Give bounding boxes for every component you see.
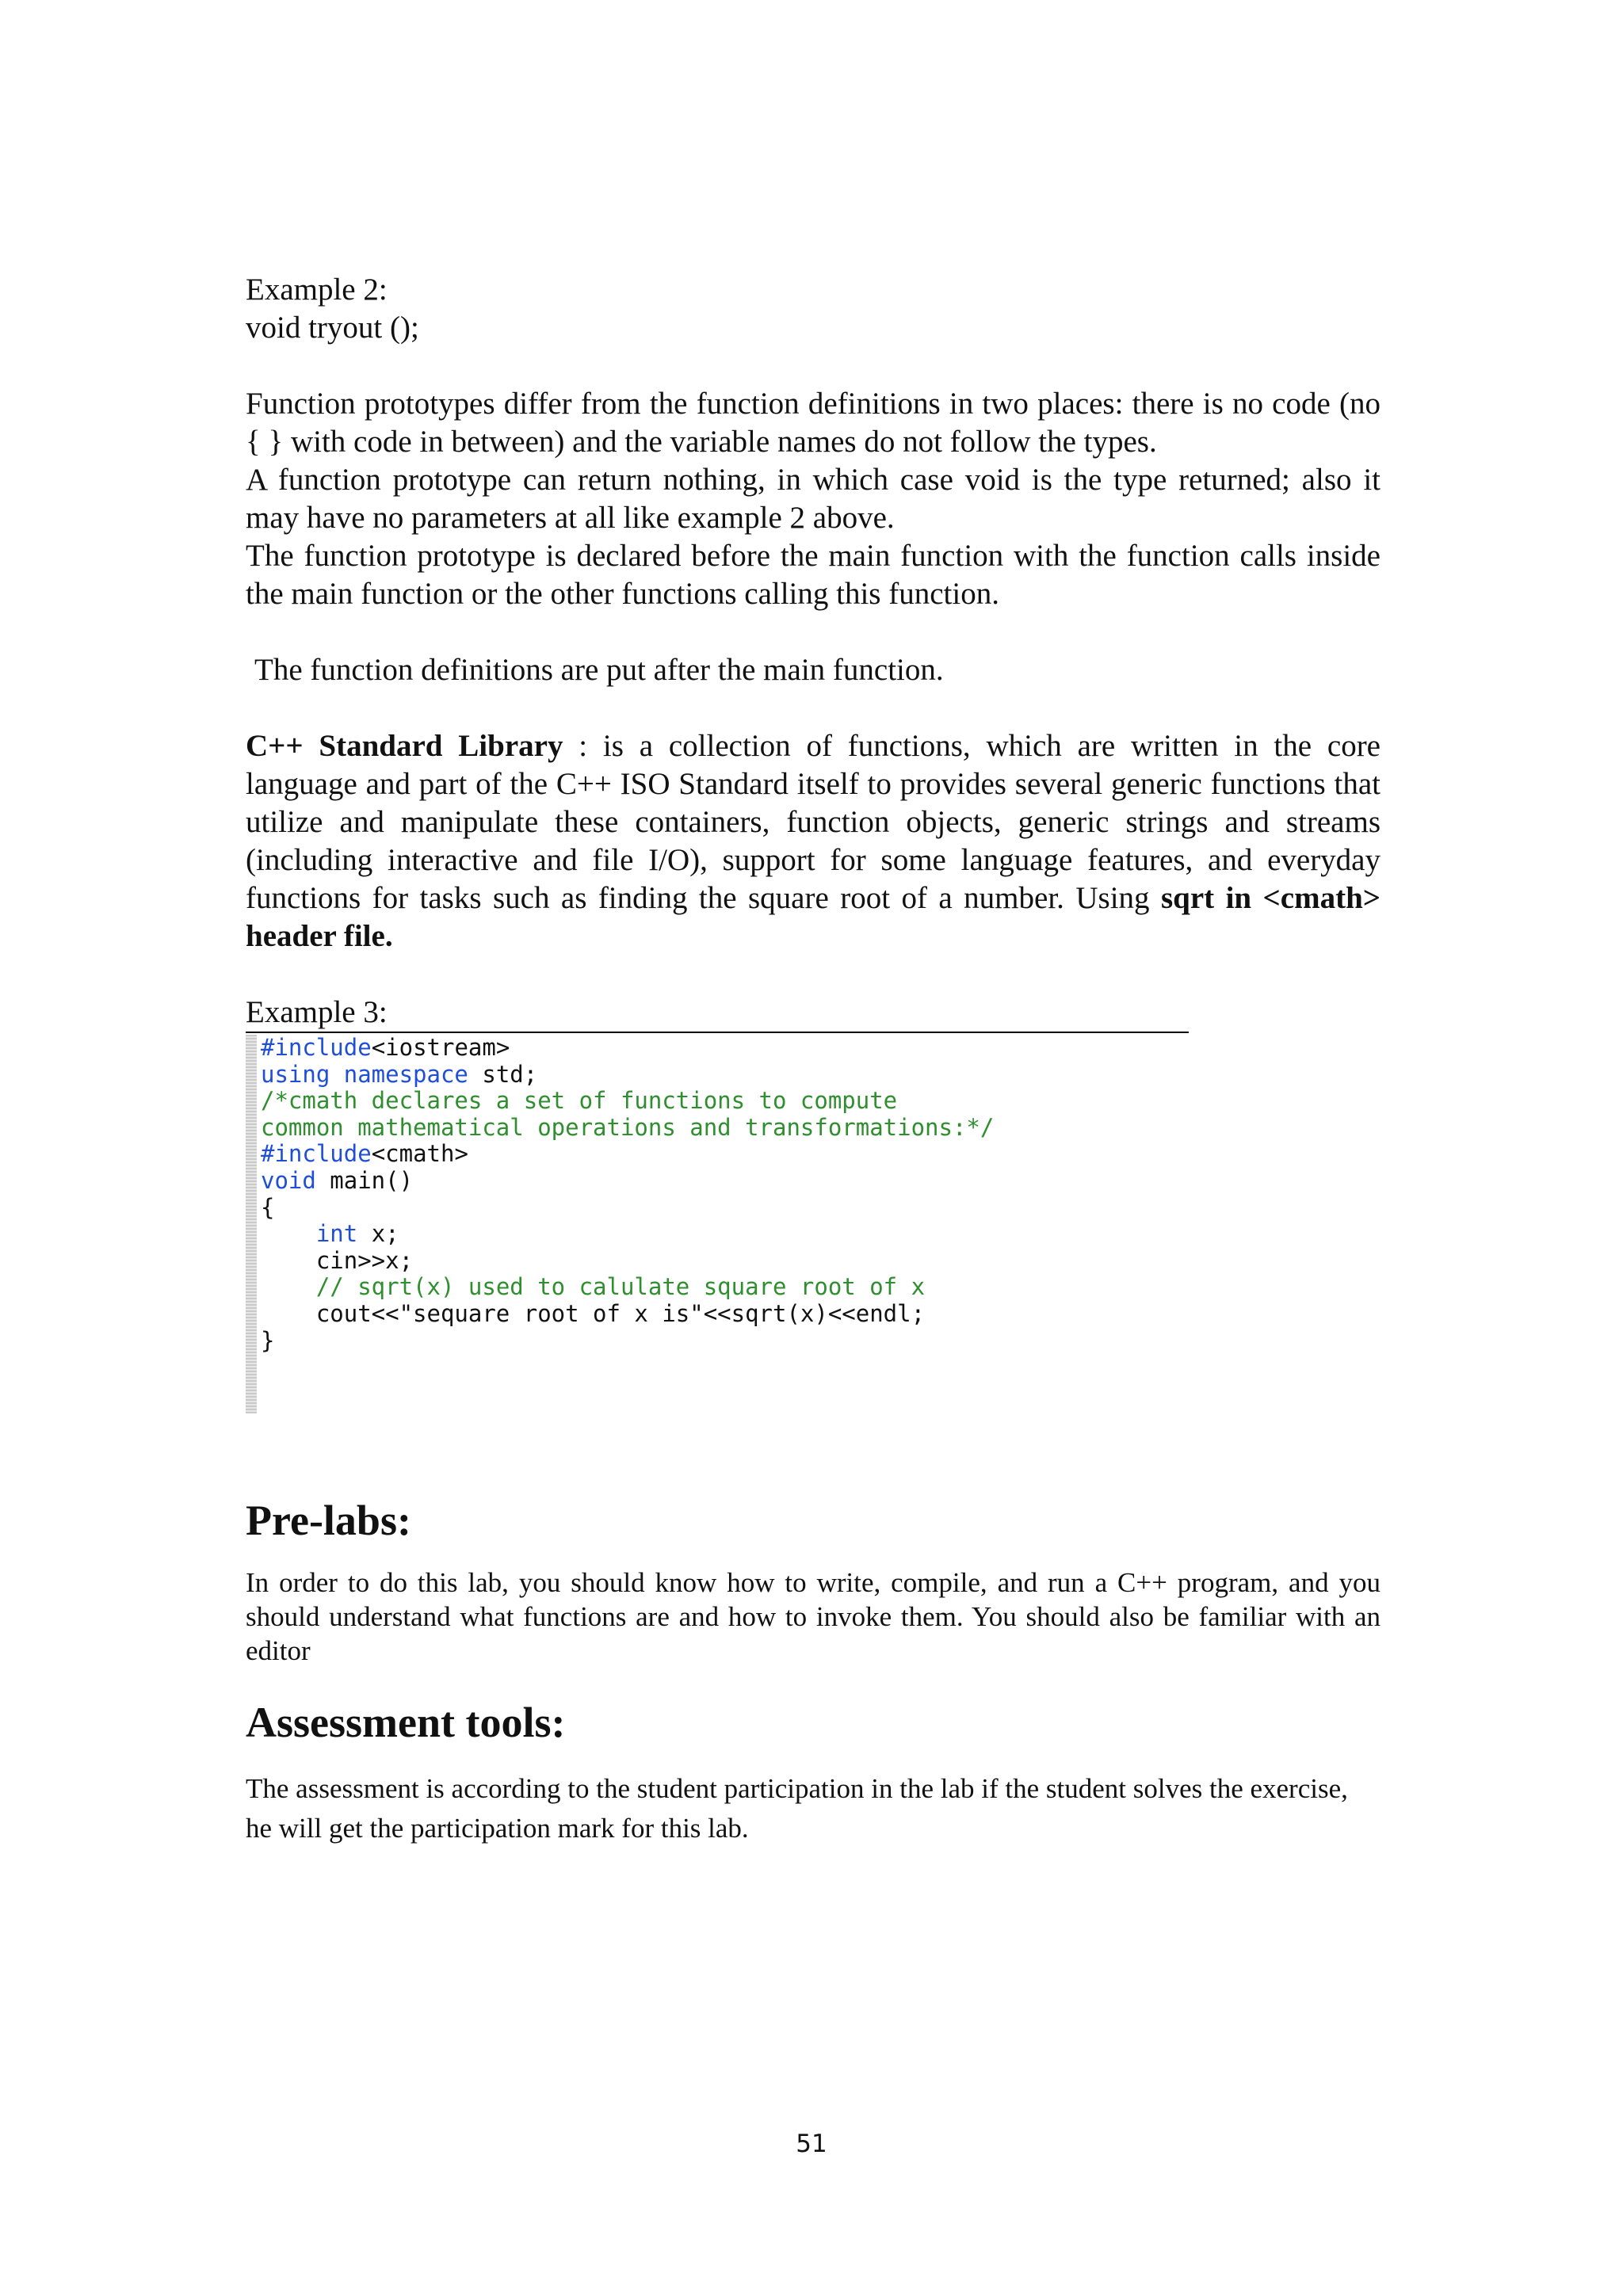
code-token: <cmath> [371, 1140, 468, 1168]
code-token: { [261, 1193, 275, 1221]
code-token: common mathematical operations and transformations:*/ [261, 1113, 995, 1141]
code-line [261, 1195, 994, 1222]
code-token: int [315, 1220, 358, 1248]
paragraph-return-void: A function prototype can return nothing, in which case void is the type returned; also it may have no parameters at all like example 2 above. [246, 463, 1381, 535]
code-screenshot [246, 1035, 1189, 1413]
code-gutter [246, 1035, 257, 1413]
example2-code: void tryout (); [246, 311, 419, 345]
code-token: // sqrt(x) used to calulate square root of x [315, 1273, 926, 1301]
code-token: using namespace [261, 1060, 468, 1088]
example2-label: Example 2: [246, 273, 388, 307]
code-token: #include [261, 1140, 372, 1168]
code-token: x; [357, 1220, 399, 1248]
code-token [261, 1273, 316, 1300]
code-token: } [261, 1326, 275, 1354]
code-token: std; [468, 1060, 538, 1088]
code-line [261, 1301, 994, 1328]
code-line [261, 1115, 994, 1142]
paragraph-definitions: The function definitions are put after the main function. [254, 653, 944, 687]
code-token: <iostream> [371, 1034, 510, 1061]
page-number: 51 [796, 2130, 827, 2158]
paragraph-standard-library [246, 727, 1381, 955]
code-line [261, 1168, 994, 1195]
code-line [261, 1221, 994, 1248]
assessment-heading: Assessment tools: [246, 1699, 566, 1746]
code-line [261, 1088, 994, 1115]
code-line [261, 1274, 994, 1301]
prelabs-text: In order to do this lab, you should know how to write, compile, and run a C++ program, and you should understand what functions are and how to invoke them. You should also be familiar with an editor [246, 1567, 1381, 1666]
code-listing [261, 1035, 994, 1354]
prelabs-heading: Pre-labs: [246, 1497, 411, 1544]
code-token: /*cmath declares a set of functions to compute [261, 1087, 898, 1115]
code-token: cin>>x; [261, 1246, 414, 1274]
code-line [261, 1141, 994, 1168]
library-text: : is a collection of functions, which are written in the core language and part of the C++ ISO Standard itself to provides several generic functions that utilize and manipulate these containers, function objects, generic strings and streams (including interactive and file I/O), support for some language features, and everyday functions for tasks such as finding the square root of a number. Using [246, 729, 1381, 915]
example3-title-row [246, 994, 1189, 1032]
assessment-text: The assessment is according to the student participation in the lab if the student solves the exercise, he will get the participation mark for this lab. [246, 1773, 1348, 1844]
code-token [261, 1220, 316, 1247]
code-line [261, 1328, 994, 1355]
code-line [261, 1035, 994, 1062]
paragraph-declaration: The function prototype is declared before the main function with the function calls inside the main function or the other functions calling this function. [246, 539, 1381, 611]
library-bold-end: sqrt in <cmath> header file. [246, 881, 1381, 953]
code-line [261, 1062, 994, 1089]
example3-underline [246, 1032, 1189, 1033]
code-token: cout<<"sequare root of x is"<<sqrt(x)<<endl; [261, 1299, 926, 1327]
code-line [261, 1248, 994, 1275]
library-term: C++ Standard Library [246, 729, 563, 763]
example3-label: Example 3: [246, 995, 388, 1029]
paragraph-prototypes: Function prototypes differ from the function definitions in two places: there is no code (no { } with code in between) and the variable names do not follow the types. [246, 387, 1381, 459]
code-token: main() [315, 1166, 414, 1194]
code-token: #include [261, 1034, 372, 1061]
page-content [246, 271, 1381, 1848]
code-token: void [261, 1166, 316, 1194]
